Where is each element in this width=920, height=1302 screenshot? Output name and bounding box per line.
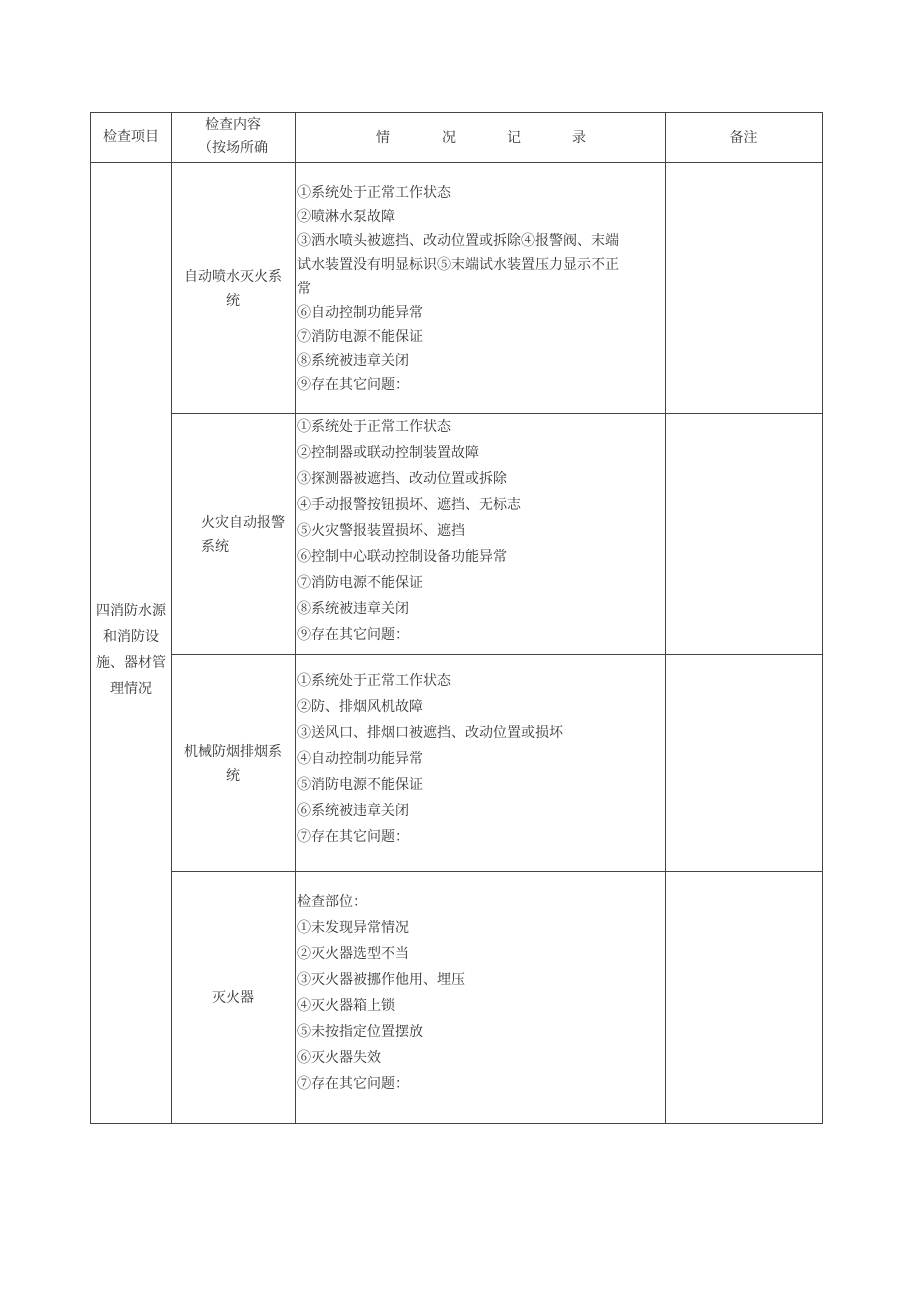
header-item: 检查项目	[103, 129, 159, 145]
category-line: 理情况	[110, 681, 152, 697]
record-item: ⑤未按指定位置摆放	[297, 1024, 423, 1040]
record-item: ⑥灭火器失效	[297, 1050, 381, 1066]
record-item: ⑧系统被违章关闭	[297, 601, 409, 617]
remark-cell-fire-alarm[interactable]	[666, 414, 822, 654]
record-item: ①系统处于正常工作状态	[297, 673, 451, 689]
row-label-sprinkler	[171, 265, 295, 313]
record-item: 检查部位：	[297, 894, 367, 910]
record-item: ⑦存在其它问题：	[297, 1076, 409, 1092]
header-record-char-2: 况	[442, 130, 456, 146]
record-list-fire-alarm	[297, 414, 521, 648]
record-item: ⑦存在其它问题：	[297, 829, 409, 845]
record-item: ③送风口、排烟口被遮挡、改动位置或损坏	[297, 725, 563, 741]
record-item: 常	[297, 281, 311, 297]
record-item: ⑨存在其它问题：	[297, 627, 409, 643]
header-record-char-3: 记	[507, 130, 521, 146]
header-record-char-1: 情	[376, 130, 390, 146]
header-content-line2: （按场所确	[198, 140, 268, 156]
record-item: ⑦消防电源不能保证	[297, 575, 423, 591]
header-remark: 备注	[729, 130, 758, 146]
record-item: ③灭火器被挪作他用、埋压	[297, 972, 465, 988]
record-item: ④自动控制功能异常	[297, 751, 423, 767]
record-item: ⑤消防电源不能保证	[297, 777, 423, 793]
record-item: ⑥自动控制功能异常	[297, 305, 423, 321]
row-label-line: 火灾自动报警	[201, 515, 285, 531]
record-list-smoke-control	[297, 668, 563, 850]
row-label-smoke-control	[171, 740, 295, 788]
col-divider-2	[295, 113, 296, 1123]
record-item: ④灭火器箱上锁	[297, 998, 395, 1014]
record-item: ①未发现异常情况	[297, 920, 409, 936]
header-content-line1: 检查内容	[205, 117, 261, 133]
record-item: ⑥系统被违章关闭	[297, 803, 409, 819]
row-label-extinguisher: 灭火器	[212, 990, 254, 1006]
record-item: 试水装置没有明显标识⑤末端试水装置压力显示不正	[297, 257, 619, 273]
record-item: ①系统处于正常工作状态	[297, 419, 451, 435]
category-line: 四消防水源	[96, 603, 166, 619]
remark-cell-smoke-control[interactable]	[666, 655, 822, 871]
record-list-extinguisher	[297, 889, 465, 1097]
row-label-line: 统	[226, 293, 240, 309]
row-label-line: 自动喷水灭火系	[184, 269, 282, 285]
category-label	[91, 598, 171, 702]
record-list-sprinkler	[297, 181, 619, 397]
record-item: ②防、排烟风机故障	[297, 699, 423, 715]
record-item: ⑨存在其它问题：	[297, 377, 409, 393]
record-item: ⑧系统被违章关闭	[297, 353, 409, 369]
row-label-line: 系统	[201, 539, 229, 555]
inspection-table	[90, 112, 823, 1124]
record-item: ⑤火灾警报装置损坏、遮挡	[297, 523, 465, 539]
remark-cell-extinguisher[interactable]	[666, 872, 822, 1122]
header-record-char-4: 录	[572, 130, 586, 146]
row-label-line: 机械防烟排烟系	[184, 744, 282, 760]
record-item: ⑥控制中心联动控制设备功能异常	[297, 549, 507, 565]
record-item: ④手动报警按钮损坏、遮挡、无标志	[297, 497, 521, 513]
category-line: 和消防设	[103, 629, 159, 645]
record-item: ①系统处于正常工作状态	[297, 185, 451, 201]
record-item: ②喷淋水泵故障	[297, 209, 395, 225]
category-line: 施、器材管	[96, 655, 166, 671]
record-item: ②控制器或联动控制装置故障	[297, 445, 479, 461]
row-label-line: 统	[226, 768, 240, 784]
row-label-fire-alarm	[201, 511, 285, 559]
remark-cell-sprinkler[interactable]	[666, 163, 822, 413]
record-item: ②灭火器选型不当	[297, 946, 409, 962]
record-item: ③洒水喷头被遮挡、改动位置或拆除④报警阀、末端	[297, 233, 619, 249]
record-item: ⑦消防电源不能保证	[297, 329, 423, 345]
record-item: ③探测器被遮挡、改动位置或拆除	[297, 471, 507, 487]
